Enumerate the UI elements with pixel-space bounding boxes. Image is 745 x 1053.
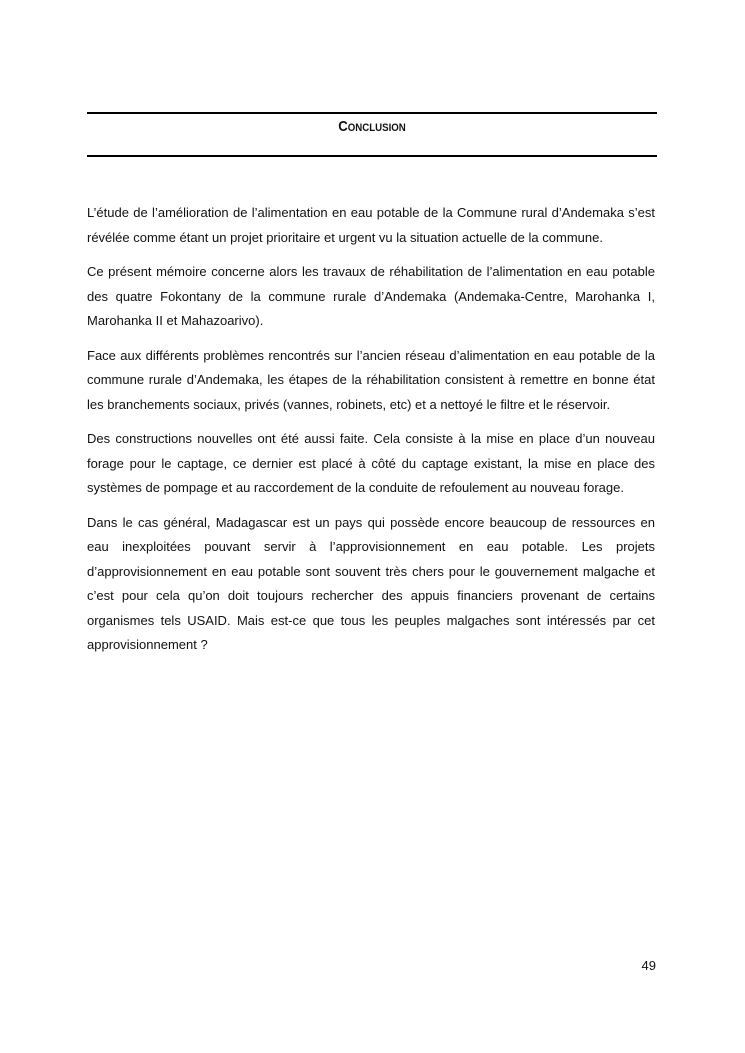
paragraph-1: L’étude de l’amélioration de l’alimentation en eau potable de la Commune rural d’Andemaka s’est révélée comme étant un projet prioritaire et urgent vu la situation actuelle de la commune.	[87, 205, 655, 245]
body-text	[87, 201, 655, 668]
paragraph-4: Des constructions nouvelles ont été aussi faite. Cela consiste à la mise en place d’un nouveau forage pour le captage, ce dernier est placé à côté du captage existant, la mise en place des systèmes de pompage et au raccordement de la conduite de refoulement au nouveau forage.	[87, 431, 655, 495]
heading-bottom-rule	[87, 155, 657, 157]
page-number: 49	[641, 958, 656, 973]
paragraph-5: Dans le cas général, Madagascar est un pays qui possède encore beaucoup de ressources en eau inexploitées pouvant servir à l’approvisionnement en eau potable. Les projets d’approvisionnement en eau potable sont souvent très chers pour le gouvernement malgache et c’est pour cela qu’on doit toujours rechercher des appuis financiers provenant de certains organismes tels USAID. Mais est-ce que tous les peuples malgaches sont intéressés par cet approvisionnement ?	[87, 514, 655, 652]
paragraph-3: Face aux différents problèmes rencontrés sur l’ancien réseau d’alimentation en eau potable de la commune rurale d’Andemaka, les étapes de la réhabilitation consistent à remettre en bonne état les branchements sociaux, privés (vannes, robinets, etc) et a nettoyé le filtre et le réservoir.	[87, 347, 655, 412]
paragraph-2: Ce présent mémoire concerne alors les travaux de réhabilitation de l’alimentation en eau potable des quatre Fokontany de la commune rurale d’Andemaka (Andemaka-Centre, Marohanka I, Marohanka II et Mahazoarivo).	[87, 264, 655, 328]
page-title: Conclusion	[338, 118, 406, 135]
heading-top-rule	[87, 112, 657, 114]
